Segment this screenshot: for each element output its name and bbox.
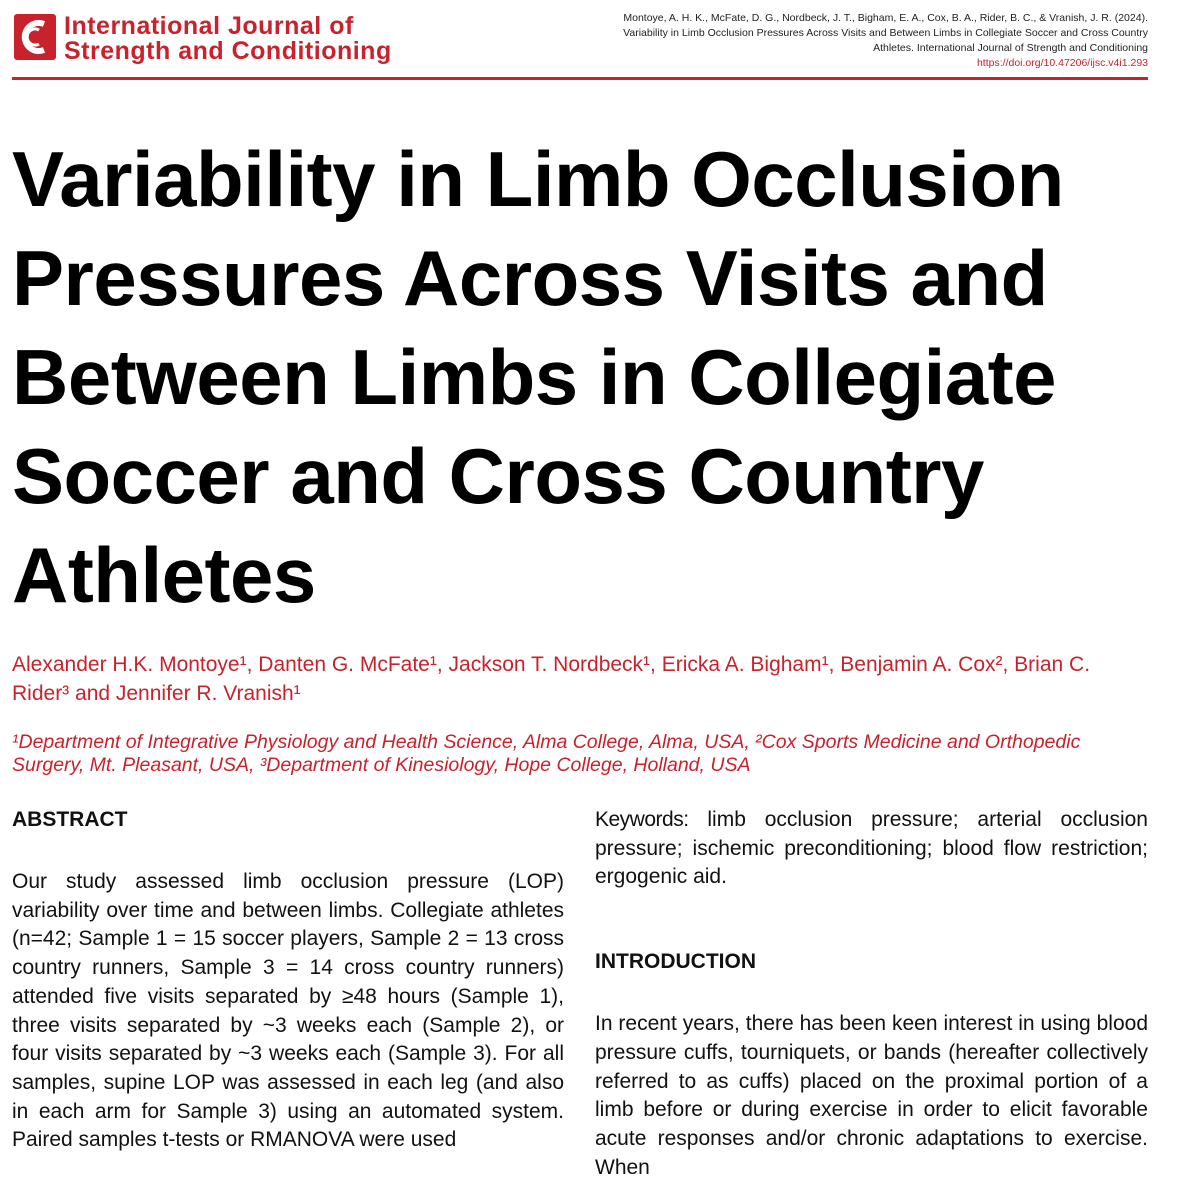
- journal-logo-icon: [14, 14, 56, 60]
- header-divider: [12, 77, 1148, 80]
- journal-name: [64, 14, 392, 64]
- right-column: [595, 806, 1148, 1182]
- title-line: Pressures Across Visits and: [12, 234, 1048, 322]
- introduction-heading: INTRODUCTION: [595, 950, 756, 974]
- introduction-text: In recent years, there has been keen interest in using blood pressure cuffs, tourniquets, or bands (hereafter collectively referred to as cuffs) placed on the proximal portion of a limb before or during exercise in order to elicit favorable acute responses and/or chronic adaptations to exercise. When: [595, 1012, 1148, 1179]
- citation-block: [588, 11, 1148, 71]
- abstract-heading: ABSTRACT: [12, 808, 128, 831]
- keywords: [595, 806, 1148, 892]
- citation-text: Montoye, A. H. K., McFate, D. G., Nordbeck, J. T., Bigham, E. A., Cox, B. A., Rider, B. C., & Vranish, J. R. (2024). Variability in Limb Occlusion Pressures Across Visits and Between Limbs in Collegiate Soccer and Cross Country Athletes. International Journal of Strength and Conditioning: [623, 12, 1148, 54]
- left-column: [12, 806, 564, 1155]
- title-line: Athletes: [12, 531, 316, 619]
- affiliations: ¹Department of Integrative Physiology and Health Science, Alma College, Alma, USA, ²Cox Sports Medicine and Orthopedic Surgery, Mt. Pleasant, USA, ³Department of Kinesiology, Hope College, Holland, USA: [12, 731, 1081, 776]
- title-line: Soccer and Cross Country: [12, 432, 984, 520]
- author-list: Alexander H.K. Montoye¹, Danten G. McFate¹, Jackson T. Nordbeck¹, Ericka A. Bigham¹, Benjamin A. Cox², Brian C. Rider³ and Jennifer R. Vranish¹: [12, 653, 1091, 705]
- title-line: Between Limbs in Collegiate: [12, 333, 1057, 421]
- journal-name-line-1: International Journal of: [64, 12, 354, 40]
- keywords-label: Keywords:: [595, 808, 689, 831]
- journal-name-line-2: Strength and Conditioning: [64, 37, 392, 65]
- keywords-text: limb occlusion pressure; arterial occlusion pressure; ischemic preconditioning; blood flow restriction; ergogenic aid.: [595, 808, 1148, 889]
- title-line: Variability in Limb Occlusion: [12, 135, 1064, 223]
- article-title: [12, 130, 1172, 625]
- abstract-text: Our study assessed limb occlusion pressure (LOP) variability over time and between limbs. Collegiate athletes (n=42; Sample 1 = 15 soccer players, Sample 2 = 13 cross country runners, Sample 3 = 14 cross country runners) attended five visits separated by ≥48 hours (Sample 1), three visits separated by ~3 weeks each (Sample 2), or four visits separated by ~3 weeks each (Sample 3). For all samples, supine LOP was assessed in each leg (and also in each arm for Sample 3) using an automated system. Paired samples t-tests or RMANOVA were used: [12, 870, 564, 1152]
- doi-link[interactable]: https://doi.org/10.47206/ijsc.v4i1.293: [976, 57, 1148, 69]
- page-header: [0, 0, 1179, 82]
